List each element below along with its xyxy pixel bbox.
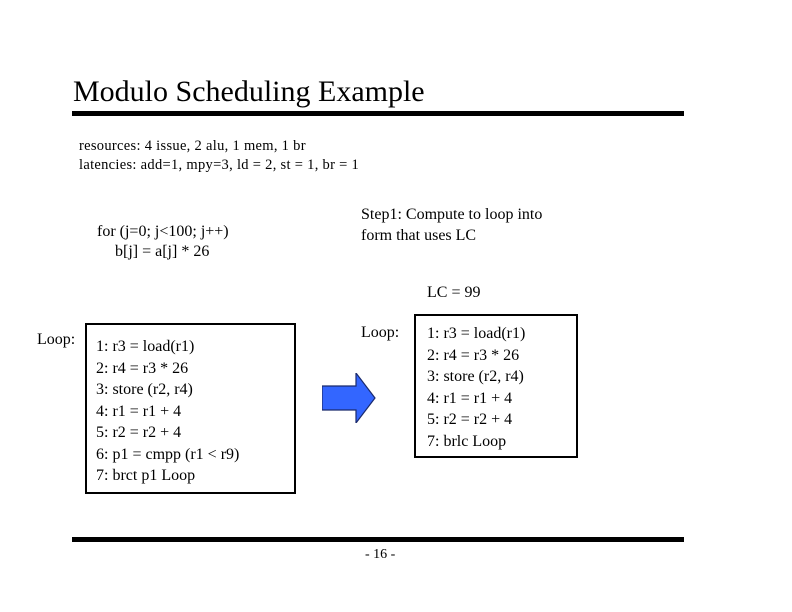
code-line: 1: r3 = load(r1) xyxy=(427,325,526,342)
code-line: 1: r3 = load(r1) xyxy=(96,338,195,355)
page-number: - 16 - xyxy=(365,547,396,562)
code-line: 3: store (r2, r4) xyxy=(427,368,524,385)
original-code-listing xyxy=(96,336,239,487)
machine-parameters xyxy=(79,137,359,175)
code-line: 2: r4 = r3 * 26 xyxy=(96,359,189,377)
code-line: 5: r2 = r2 + 4 xyxy=(427,411,513,428)
code-line: 4: r1 = r1 + 4 xyxy=(96,402,182,420)
title-divider xyxy=(72,111,684,116)
loop-count-value: LC = 99 xyxy=(427,284,481,301)
step1-description xyxy=(361,204,542,246)
source-loop xyxy=(97,222,229,262)
step1-line-2: form that uses LC xyxy=(361,227,477,244)
code-line: 5: r2 = r2 + 4 xyxy=(96,424,182,441)
code-line: 7: brlc Loop xyxy=(427,432,507,450)
code-line: 2: r4 = r3 * 26 xyxy=(427,346,520,364)
source-loop-body: b[j] = a[j] * 26 xyxy=(115,243,210,260)
step1-line-1: Step1: Compute to loop into xyxy=(361,206,543,223)
right-arrow-icon xyxy=(322,373,376,423)
code-line: 4: r1 = r1 + 4 xyxy=(427,389,513,407)
slide-title: Modulo Scheduling Example xyxy=(73,75,425,108)
latencies-text: latencies: add=1, mpy=3, ld = 2, st = 1, br = 1 xyxy=(79,157,360,173)
code-line: 6: p1 = cmpp (r1 < r9) xyxy=(96,445,240,463)
code-line: 3: store (r2, r4) xyxy=(96,381,193,398)
footer-divider xyxy=(72,537,684,542)
original-loop-label: Loop: xyxy=(37,331,76,348)
source-loop-header: for (j=0; j<100; j++) xyxy=(97,223,229,240)
transformed-code-listing xyxy=(427,323,525,452)
transformed-loop-label: Loop: xyxy=(361,324,400,341)
code-line: 7: brct p1 Loop xyxy=(96,467,196,484)
resources-text: resources: 4 issue, 2 alu, 1 mem, 1 br xyxy=(79,138,306,154)
